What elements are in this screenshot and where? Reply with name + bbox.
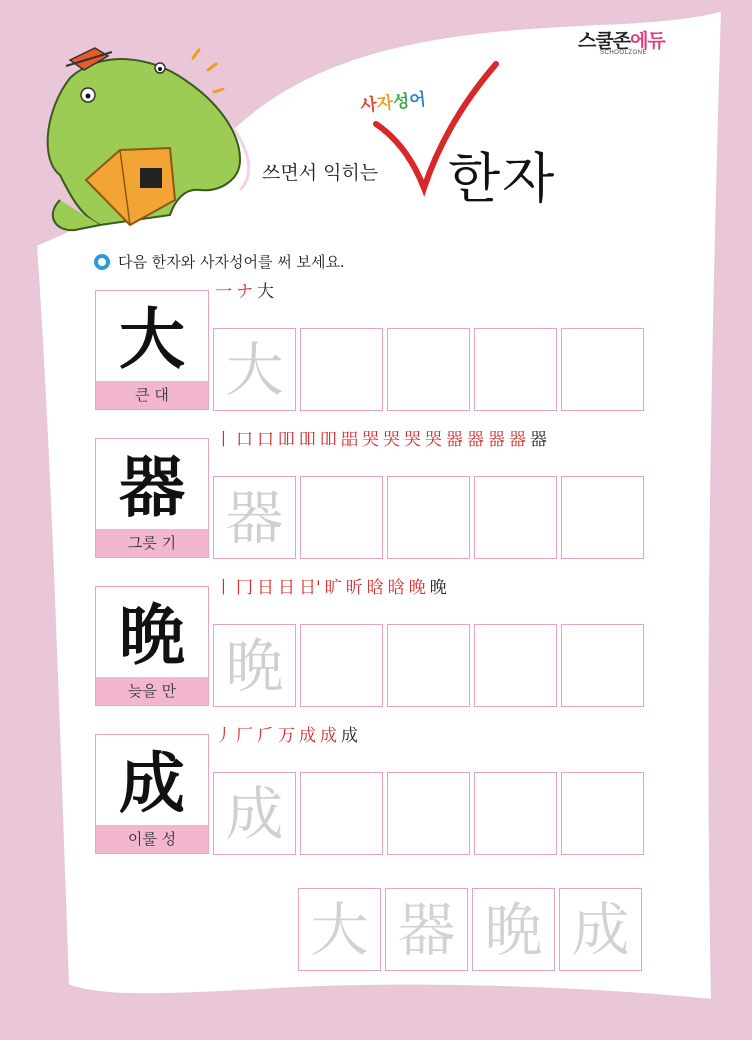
tag-char: 사 <box>359 94 378 117</box>
stroke-step: 晚 <box>429 578 447 598</box>
practice-cell[interactable] <box>474 772 557 855</box>
hanja-meaning: 그릇 기 <box>96 529 208 557</box>
stroke-step: 㗊 <box>341 430 358 450</box>
practice-cell[interactable] <box>387 624 470 707</box>
stroke-step: 哭 <box>425 430 442 450</box>
hanja-card <box>95 438 209 558</box>
practice-cell[interactable] <box>561 476 644 559</box>
practice-cells <box>213 772 644 855</box>
bullet-icon <box>94 254 110 270</box>
review-cell[interactable]: 大 <box>298 888 381 971</box>
hanja-character: 大 <box>119 300 185 378</box>
stroke-step: ナ <box>236 282 253 302</box>
stroke-step: 器 <box>488 430 505 450</box>
brand-sub: SCHOOLZONE <box>600 50 648 56</box>
tag-char: 성 <box>392 91 411 113</box>
stroke-step: 器 <box>467 430 484 450</box>
practice-cell[interactable] <box>300 772 383 855</box>
trace-cell[interactable]: 晩 <box>213 624 296 707</box>
stroke-step: 厂 <box>236 726 253 746</box>
hanja-row <box>95 282 645 410</box>
practice-cell[interactable] <box>561 328 644 411</box>
stroke-step: 𠂆 <box>257 726 274 746</box>
review-row <box>298 888 642 971</box>
hanja-card <box>95 734 209 854</box>
hanja-row <box>95 578 645 706</box>
trace-cell[interactable]: 大 <box>213 328 296 411</box>
practice-cells <box>213 624 644 707</box>
stroke-step: 器 <box>530 430 547 450</box>
page-title: 한자 <box>448 147 557 210</box>
stroke-step: 吅 <box>278 430 295 450</box>
instruction <box>94 251 345 272</box>
stroke-step: 昕 <box>345 578 363 598</box>
stroke-step: 哭 <box>404 430 421 450</box>
stroke-step: 日' <box>299 578 321 598</box>
stroke-step: 口 <box>236 430 253 450</box>
stroke-step: 晚 <box>408 578 426 598</box>
practice-cells <box>213 476 644 559</box>
practice-cell[interactable] <box>300 328 383 411</box>
stroke-order <box>215 281 274 303</box>
stroke-step: 哭 <box>383 430 400 450</box>
practice-cells <box>213 328 644 411</box>
hanja-row <box>95 726 645 854</box>
practice-cell[interactable] <box>387 328 470 411</box>
hanja-meaning: 이룰 성 <box>96 825 208 853</box>
stroke-step: 日 <box>257 578 274 598</box>
stroke-step: 丨 <box>215 430 232 450</box>
stroke-order <box>215 725 358 747</box>
stroke-step: 一 <box>215 282 232 302</box>
hanja-character: 晩 <box>119 596 185 674</box>
stroke-step: 成 <box>341 726 358 746</box>
review-cell[interactable]: 晩 <box>472 888 555 971</box>
trace-cell[interactable]: 器 <box>213 476 296 559</box>
stroke-order <box>215 429 547 451</box>
hanja-meaning: 큰 대 <box>96 381 208 409</box>
tag-char: 자 <box>375 93 395 115</box>
instruction-text: 다음 한자와 사자성어를 써 보세요. <box>118 253 345 271</box>
hanja-card <box>95 586 209 706</box>
hanja-character: 成 <box>119 744 185 822</box>
stroke-step: 万 <box>278 726 295 746</box>
stroke-step: 吅 <box>320 430 337 450</box>
trace-cell[interactable]: 成 <box>213 772 296 855</box>
stroke-step: 器 <box>509 430 526 450</box>
stroke-step: 成 <box>320 726 337 746</box>
hanja-row <box>95 430 645 558</box>
stroke-step: 哭 <box>362 430 379 450</box>
practice-cell[interactable] <box>474 328 557 411</box>
hanja-card <box>95 290 209 410</box>
stroke-step: 旷 <box>324 578 342 598</box>
stroke-step: 丿 <box>215 726 232 746</box>
tag-char: 어 <box>408 89 427 112</box>
brand-accent: 에듀 <box>630 30 665 52</box>
practice-cell[interactable] <box>387 476 470 559</box>
stroke-step: 晗 <box>366 578 384 598</box>
stroke-step: 冂 <box>236 578 253 598</box>
stroke-order <box>215 577 447 599</box>
practice-cell[interactable] <box>300 476 383 559</box>
practice-cell[interactable] <box>561 624 644 707</box>
review-cell[interactable]: 器 <box>385 888 468 971</box>
hanja-meaning: 늦을 만 <box>96 677 208 705</box>
brand-logo <box>578 26 665 53</box>
practice-cell[interactable] <box>387 772 470 855</box>
stroke-step: 器 <box>446 430 463 450</box>
stroke-step: 晗 <box>387 578 405 598</box>
practice-cell[interactable] <box>474 624 557 707</box>
review-cell[interactable]: 成 <box>559 888 642 971</box>
stroke-step: 丨 <box>215 578 232 598</box>
page-subtitle: 쓰면서 익히는 <box>262 162 379 184</box>
hanja-character: 器 <box>119 448 185 526</box>
stroke-step: 大 <box>257 282 274 302</box>
practice-cell[interactable] <box>561 772 644 855</box>
stroke-step: 吅 <box>299 430 316 450</box>
practice-cell[interactable] <box>474 476 557 559</box>
stroke-step: 日 <box>278 578 295 598</box>
practice-cell[interactable] <box>300 624 383 707</box>
stroke-step: 成 <box>299 726 316 746</box>
brand-name: 스쿨존 <box>578 30 631 52</box>
stroke-step: 口 <box>257 430 274 450</box>
